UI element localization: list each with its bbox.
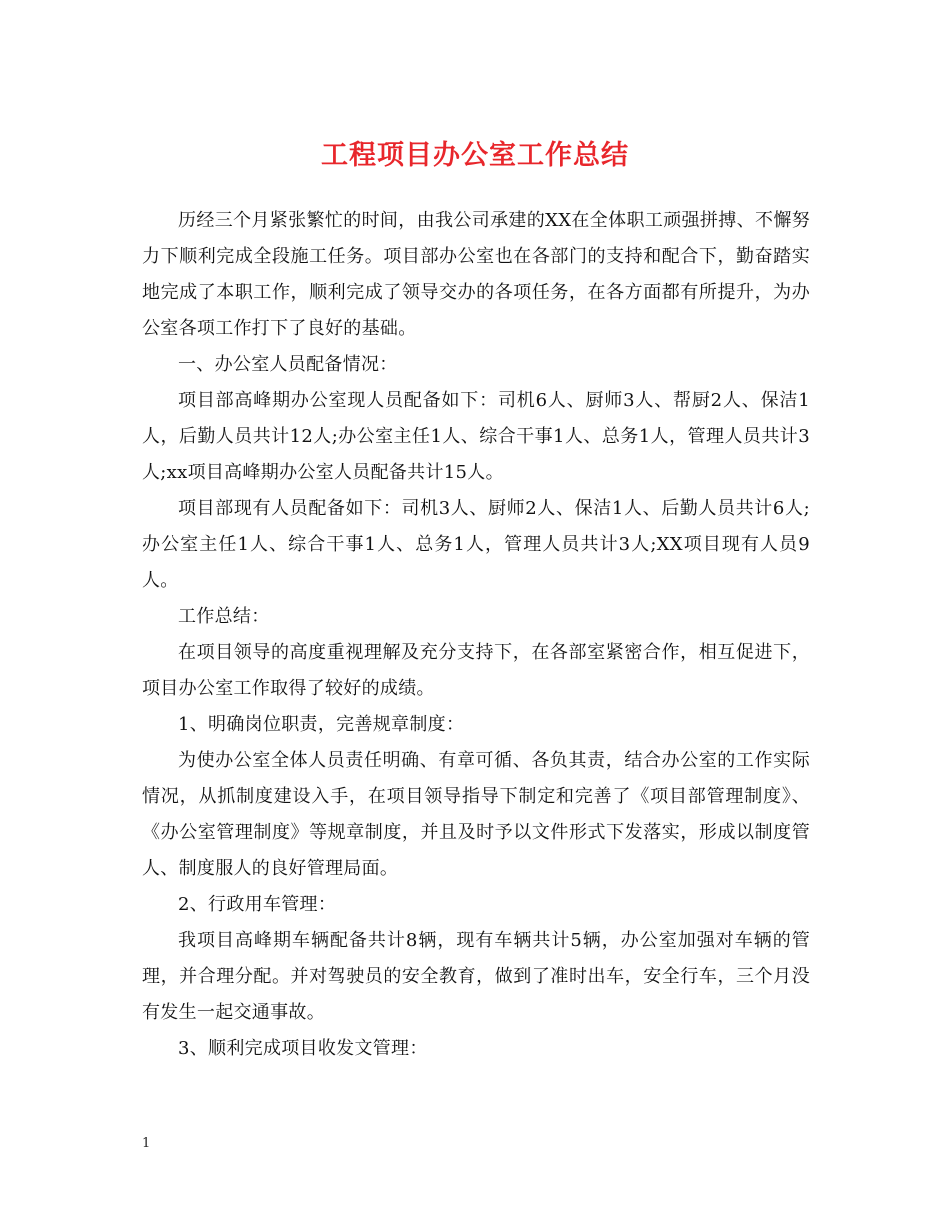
subheading-document-management: 3、顺利完成项目收发文管理： — [178, 1038, 428, 1059]
section-heading-staffing: 一、办公室人员配备情况： — [178, 354, 398, 375]
document-body — [142, 203, 810, 1067]
paragraph-peak-staffing: 项目部高峰期办公室现人员配备如下：司机6人、厨师3人、帮厨2人、保洁1人，后勤人员共计12人;办公室主任1人、综合干事1人、总务1人，管理人员共计3人;xx项目高峰期办公室人员配备共计15人。 — [142, 390, 810, 483]
subheading-responsibilities: 1、明确岗位职责，完善规章制度： — [178, 714, 465, 735]
paragraph-vehicle-management: 我项目高峰期车辆配备共计8辆，现有车辆共计5辆，办公室加强对车辆的管理，并合理分配。并对驾驶员的安全教育，做到了准时出车，安全行车，三个月没有发生一起交通事故。 — [142, 930, 810, 1023]
paragraph-summary: 在项目领导的高度重视理解及充分支持下，在各部室紧密合作，相互促进下，项目办公室工作取得了较好的成绩。 — [142, 642, 810, 699]
page-number: 1 — [142, 1136, 151, 1151]
paragraph-current-staffing: 项目部现有人员配备如下：司机3人、厨师2人、保洁1人、后勤人员共计6人;办公室主任1人、综合干事1人、总务1人，管理人员共计3人;XX项目现有人员9人。 — [142, 498, 810, 591]
paragraph-intro: 历经三个月紧张繁忙的时间，由我公司承建的XX在全体职工顽强拼搏、不懈努力下顺利完成全段施工任务。项目部办公室也在各部门的支持和配合下，勤奋踏实地完成了本职工作，顺利完成了领导交办的各项任务，在各方面都有所提升，为办公室各项工作打下了良好的基础。 — [142, 210, 810, 339]
subheading-vehicle-management: 2、行政用车管理： — [178, 894, 337, 915]
section-heading-summary: 工作总结： — [178, 606, 270, 627]
document-title: 工程项目办公室工作总结 — [321, 140, 629, 171]
paragraph-responsibilities: 为使办公室全体人员责任明确、有章可循、各负其责，结合办公室的工作实际情况，从抓制度建设入手，在项目领导指导下制定和完善了《项目部管理制度》、《办公室管理制度》等规章制度，并且及时予以文件形式下发落实，形成以制度管人、制度服人的良好管理局面。 — [142, 750, 810, 879]
